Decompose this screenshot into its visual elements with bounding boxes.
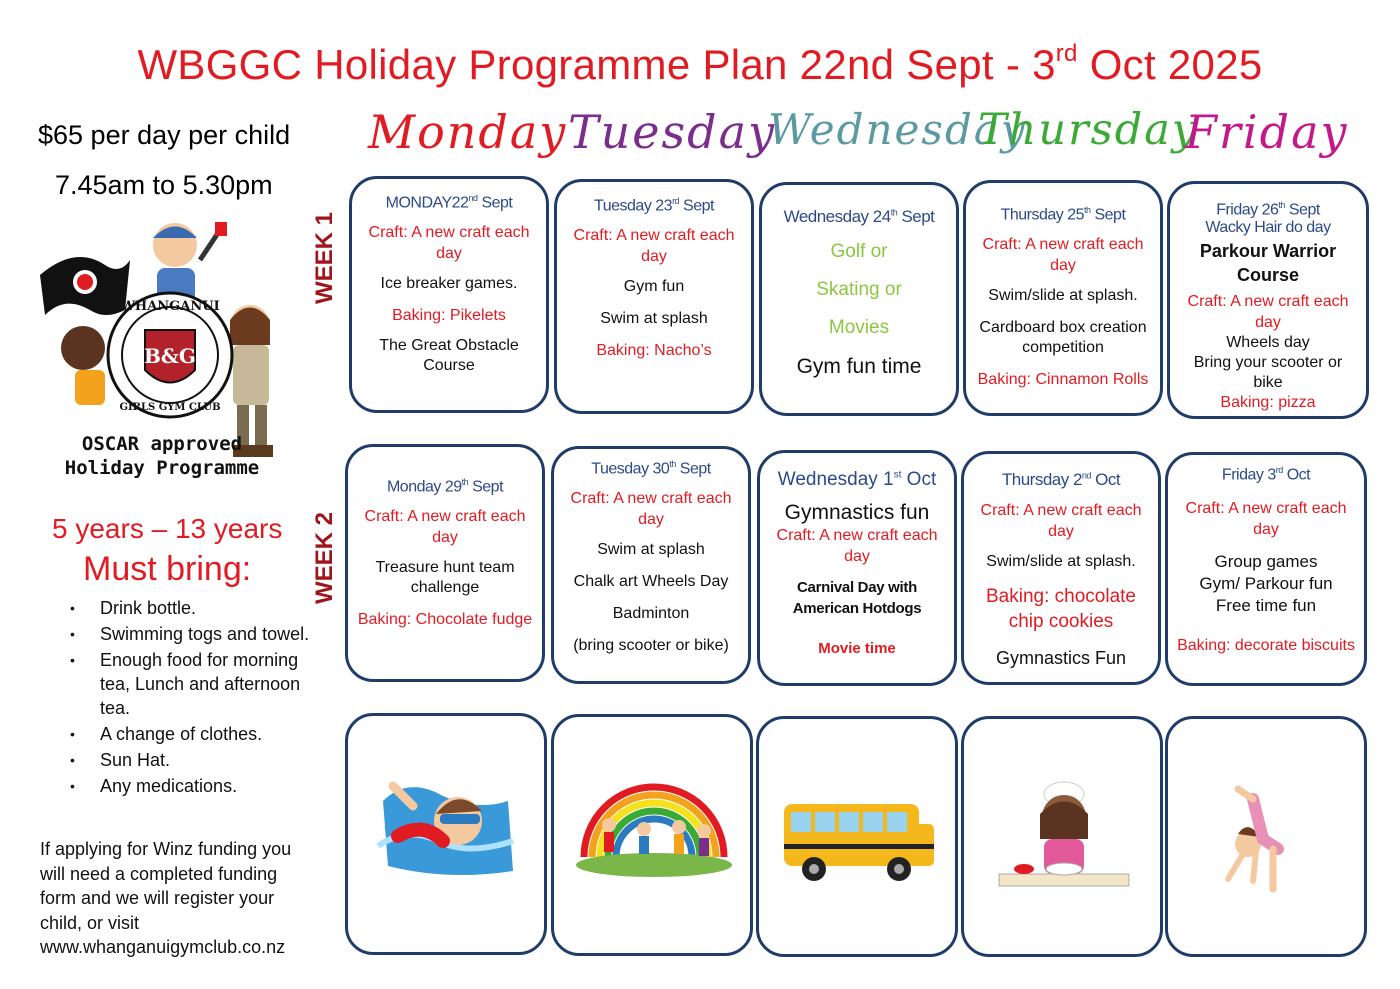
wacky-hair-text: Wacky Hair do day — [1205, 219, 1331, 237]
hours-text: 7.45am to 5.30pm — [55, 170, 273, 200]
activity-text: Treasure hunt team challenge — [375, 559, 515, 597]
activity-text: Gym fun time — [796, 355, 922, 378]
list-item: • Enough food for morning tea, Lunch and afternoon tea. — [70, 648, 310, 720]
oscar-line2: Holiday Programme — [64, 457, 260, 479]
baking-text: Baking: chocolate chip cookies — [986, 586, 1136, 632]
card-date: Thursday 25th Sept — [1000, 205, 1126, 224]
day-header-wednesday: Wednesday — [768, 105, 1027, 154]
activity-text: Swim at splash — [600, 310, 708, 328]
card-week2-friday — [1165, 452, 1367, 686]
craft-text: Craft: A new craft each day — [980, 502, 1142, 540]
day-header-tuesday: Tuesday — [568, 105, 776, 159]
oscar-approval — [52, 432, 272, 480]
card-week1-tuesday — [554, 179, 754, 414]
craft-text: Craft: A new craft each day — [573, 227, 735, 266]
activity-text: Group games — [1214, 552, 1318, 572]
card-date: Thursday 2nd Oct — [1001, 470, 1121, 489]
winz-funding-note: If applying for Winz funding you will need a completed funding form and we will register your child, or visit www.whanganuigymclub.co.nz — [40, 839, 292, 957]
activity-text: (bring scooter or bike) — [573, 637, 729, 655]
picture-card-baking — [961, 716, 1163, 957]
card-week1-wednesday — [759, 182, 959, 416]
activity-text: Gym/ Parkour fun — [1199, 574, 1333, 594]
parkour-text: Parkour Warrior Course — [1199, 241, 1337, 286]
baking-text: Baking: pizza — [1220, 394, 1316, 412]
craft-text: Craft: A new craft each day — [1187, 293, 1349, 332]
activity-text: Chalk art Wheels Day — [573, 573, 729, 591]
movie-text: Movie time — [818, 640, 896, 657]
baking-text: Baking: Nacho’s — [596, 342, 712, 360]
rainbow-playground-icon — [554, 717, 750, 953]
oscar-line1: OSCAR approved — [81, 433, 243, 455]
activity-text: Gym fun — [623, 278, 685, 296]
svg-text:WHANGANUI: WHANGANUI — [120, 299, 220, 314]
option-text: Skating or — [816, 279, 902, 300]
activity-text: Cardboard box creation competition — [979, 319, 1147, 357]
craft-text: Craft: A new craft each day — [570, 490, 732, 529]
activity-text: Bring your scooter or bike — [1193, 354, 1343, 392]
week-2-label: WEEK 2 — [311, 511, 338, 604]
activity-text: Gymnastics fun — [784, 501, 930, 524]
swimmer-icon — [348, 716, 544, 952]
picture-card-rainbow — [551, 714, 753, 956]
card-date: Tuesday 30th Sept — [591, 459, 711, 478]
card-date: Monday 29th Sept — [386, 477, 504, 496]
baking-text: Baking: Pikelets — [392, 307, 506, 325]
price-text: $65 per day per child — [38, 120, 291, 150]
day-header-thursday: Thursday — [978, 105, 1199, 155]
card-week2-thursday — [961, 451, 1161, 685]
card-week1-friday — [1167, 181, 1369, 419]
card-date: Tuesday 23rd Sept — [594, 196, 714, 215]
card-week2-wednesday — [757, 450, 957, 686]
option-text: Golf or — [830, 241, 888, 262]
card-week1-thursday — [963, 180, 1163, 416]
baking-girl-icon — [964, 719, 1160, 954]
day-header-monday: Monday — [368, 105, 568, 159]
list-item: • Swimming togs and towel. — [70, 622, 310, 646]
school-bus-icon — [759, 719, 955, 954]
carnival-text: Carnival Day with American Hotdogs — [792, 579, 922, 617]
activity-text: Swim/slide at splash. — [988, 287, 1138, 305]
picture-card-gymnast — [1165, 716, 1367, 957]
card-date: Friday 3rd Oct — [1221, 465, 1311, 484]
list-item: • Drink bottle. — [70, 596, 310, 620]
baking-text: Baking: Chocolate fudge — [357, 611, 533, 629]
card-date: Wednesday 1st Oct — [777, 469, 937, 490]
craft-text: Craft: A new craft each day — [982, 236, 1144, 275]
activity-text: Gymnastics Fun — [995, 648, 1127, 668]
week-1-label: WEEK 1 — [311, 211, 338, 304]
picture-card-swimmer — [345, 713, 547, 955]
baking-text: Baking: decorate biscuits — [1177, 637, 1355, 655]
must-bring-heading: Must bring: — [83, 550, 252, 588]
activity-text: Badminton — [612, 605, 690, 623]
activity-text: Swim at splash — [597, 541, 705, 559]
page-title: WBGGC Holiday Programme Plan 22nd Sept - 3rd Oct 2025 — [137, 40, 1263, 88]
card-week1-monday — [349, 176, 549, 413]
activity-text: Ice breaker games. — [380, 275, 518, 293]
baking-text: Baking: Cinnamon Rolls — [977, 371, 1149, 389]
picture-card-bus — [756, 716, 958, 957]
gymnast-icon — [1168, 719, 1364, 954]
svg-text:B&G: B&G — [143, 344, 197, 368]
activity-text: Wheels day — [1226, 334, 1310, 352]
card-date: MONDAY22nd Sept — [385, 193, 513, 212]
list-item: • A change of clothes. — [70, 722, 310, 746]
activity-text: The Great Obstacle Course — [379, 337, 519, 375]
activity-text: Free time fun — [1215, 596, 1317, 616]
card-week2-tuesday — [551, 446, 751, 684]
craft-text: Craft: A new craft each day — [1185, 500, 1347, 539]
svg-text:GIRLS GYM CLUB: GIRLS GYM CLUB — [119, 402, 221, 413]
card-date: Friday 26th Sept — [1216, 200, 1320, 219]
card-week2-monday — [345, 444, 545, 682]
craft-text: Craft: A new craft each day — [368, 224, 530, 263]
list-item: • Sun Hat. — [70, 748, 310, 772]
must-bring-list — [70, 596, 310, 800]
craft-text: Craft: A new craft each day — [776, 527, 938, 565]
option-text: Movies — [828, 317, 890, 338]
list-item: • Any medications. — [70, 774, 310, 798]
activity-text: Swim/slide at splash. — [986, 553, 1136, 570]
day-header-friday: Friday — [1185, 105, 1349, 159]
card-date: Wednesday 24th Sept — [783, 207, 935, 226]
craft-text: Craft: A new craft each day — [364, 508, 526, 547]
age-range: 5 years – 13 years — [52, 513, 283, 544]
